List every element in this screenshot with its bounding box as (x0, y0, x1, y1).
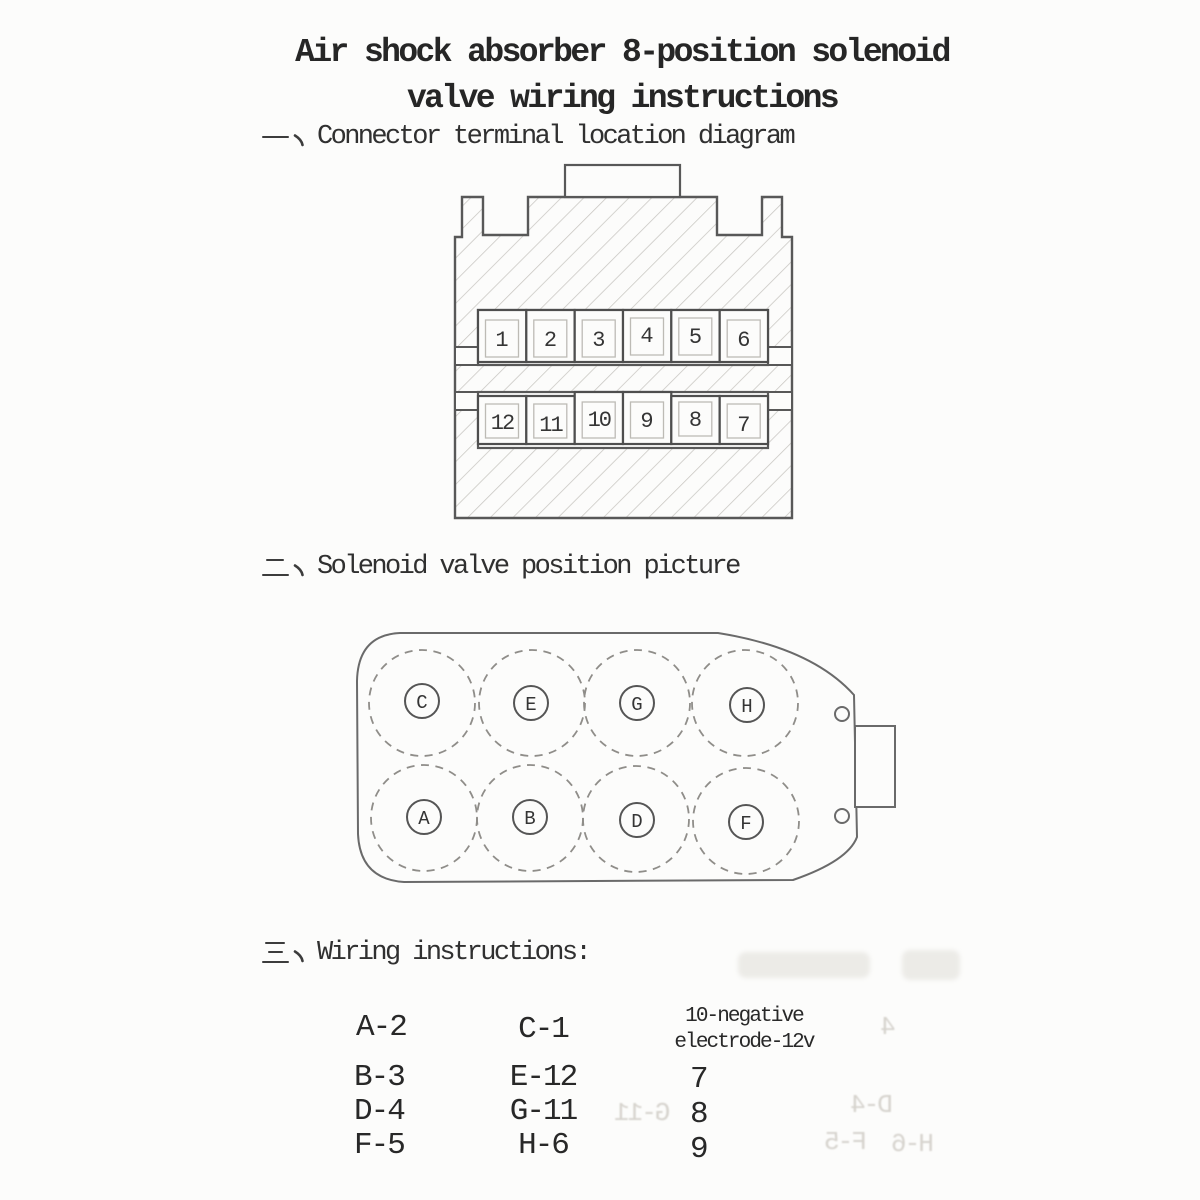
terminal-cell-6 (720, 310, 768, 362)
terminal-number: 10 (587, 408, 611, 433)
solenoid-valve-diagram (350, 618, 910, 898)
page-title-line2: valve wiring instructions (406, 80, 838, 117)
page-title-line1: Air shock absorber 8-position solenoid (295, 34, 949, 71)
terminal-number: 5 (688, 325, 703, 350)
section-1-heading (262, 122, 793, 152)
terminal-cell-11 (526, 396, 574, 444)
wiring-pair: G-11 (509, 1094, 577, 1129)
terminal-number: 4 (640, 324, 654, 349)
terminal-number: 8 (688, 408, 703, 433)
wiring-pair: H-6 (518, 1128, 568, 1163)
valve-label: E (525, 694, 537, 716)
solenoid-body (357, 633, 857, 882)
terminal-cell-2 (526, 310, 574, 362)
section-2-label: Solenoid valve position picture (317, 552, 739, 582)
ideographic-comma-icon (292, 564, 305, 577)
terminal-cell-8 (671, 396, 719, 444)
terminal-cell-10 (575, 392, 623, 444)
terminal-number: 6 (737, 328, 751, 353)
bleed-through-text: H-6 (893, 1129, 934, 1159)
bleed-through-smudge (902, 950, 960, 980)
terminal-cell-9 (623, 392, 671, 444)
terminal-cell-3 (575, 310, 623, 362)
wiring-pair: A-2 (356, 1010, 406, 1045)
wiring-pair: B-3 (354, 1060, 404, 1095)
connector-terminal-diagram (440, 160, 800, 530)
connector-key-tab (565, 165, 680, 197)
solenoid-side-tab (855, 726, 895, 807)
terminal-number: 1 (495, 328, 509, 353)
wiring-terminal-number: 7 (690, 1062, 707, 1097)
wiring-pair: C-1 (518, 1012, 568, 1047)
wiring-terminal-number: 9 (690, 1132, 707, 1167)
bleed-through-text: G-11 (616, 1098, 671, 1128)
valve-label: A (418, 808, 430, 830)
valve-label: H (741, 696, 753, 718)
bleed-through-text: D-4 (852, 1090, 893, 1120)
wiring-pair: F-5 (354, 1128, 404, 1163)
page-title (22, 30, 1200, 122)
cjk-numeral-one-icon (262, 124, 290, 151)
terminal-cell-1 (478, 310, 526, 362)
terminal-number: 9 (640, 409, 654, 434)
bleed-through-smudge (738, 952, 870, 978)
valve-label: D (631, 811, 643, 833)
negative-electrode-line1: 10-negative (685, 1005, 803, 1028)
bleed-through-text: F-5 (826, 1127, 867, 1157)
terminal-number: 2 (543, 328, 558, 353)
cjk-numeral-two-icon (262, 554, 290, 581)
terminal-number: 7 (737, 413, 751, 438)
valve-label: B (524, 808, 536, 830)
section-1-label: Connector terminal location diagram (317, 122, 794, 152)
ideographic-comma-icon (292, 950, 305, 963)
wiring-pair: E-12 (509, 1060, 577, 1095)
wiring-terminal-number: 8 (690, 1097, 707, 1132)
valve-label: F (740, 813, 752, 835)
section-3-heading (262, 938, 589, 968)
terminal-number: 3 (592, 328, 606, 353)
section-2-heading (262, 552, 739, 582)
terminal-cell-5 (671, 310, 719, 362)
terminal-cell-12 (478, 396, 526, 444)
wiring-pair: D-4 (354, 1094, 404, 1129)
bleed-through-text: 4 (882, 1012, 896, 1042)
terminal-number: 12 (490, 411, 514, 436)
section-3-label: Wiring instructions: (317, 938, 590, 968)
terminal-cell-7 (720, 396, 768, 444)
terminal-cell-4 (623, 310, 671, 362)
cjk-numeral-three-icon (262, 940, 290, 967)
terminal-number: 11 (539, 413, 562, 438)
negative-electrode-note (664, 1004, 824, 1056)
ideographic-comma-icon (292, 134, 305, 147)
valve-label: C (416, 692, 428, 714)
negative-electrode-line2: electrode-12v (674, 1031, 814, 1054)
valve-label: G (631, 694, 643, 716)
